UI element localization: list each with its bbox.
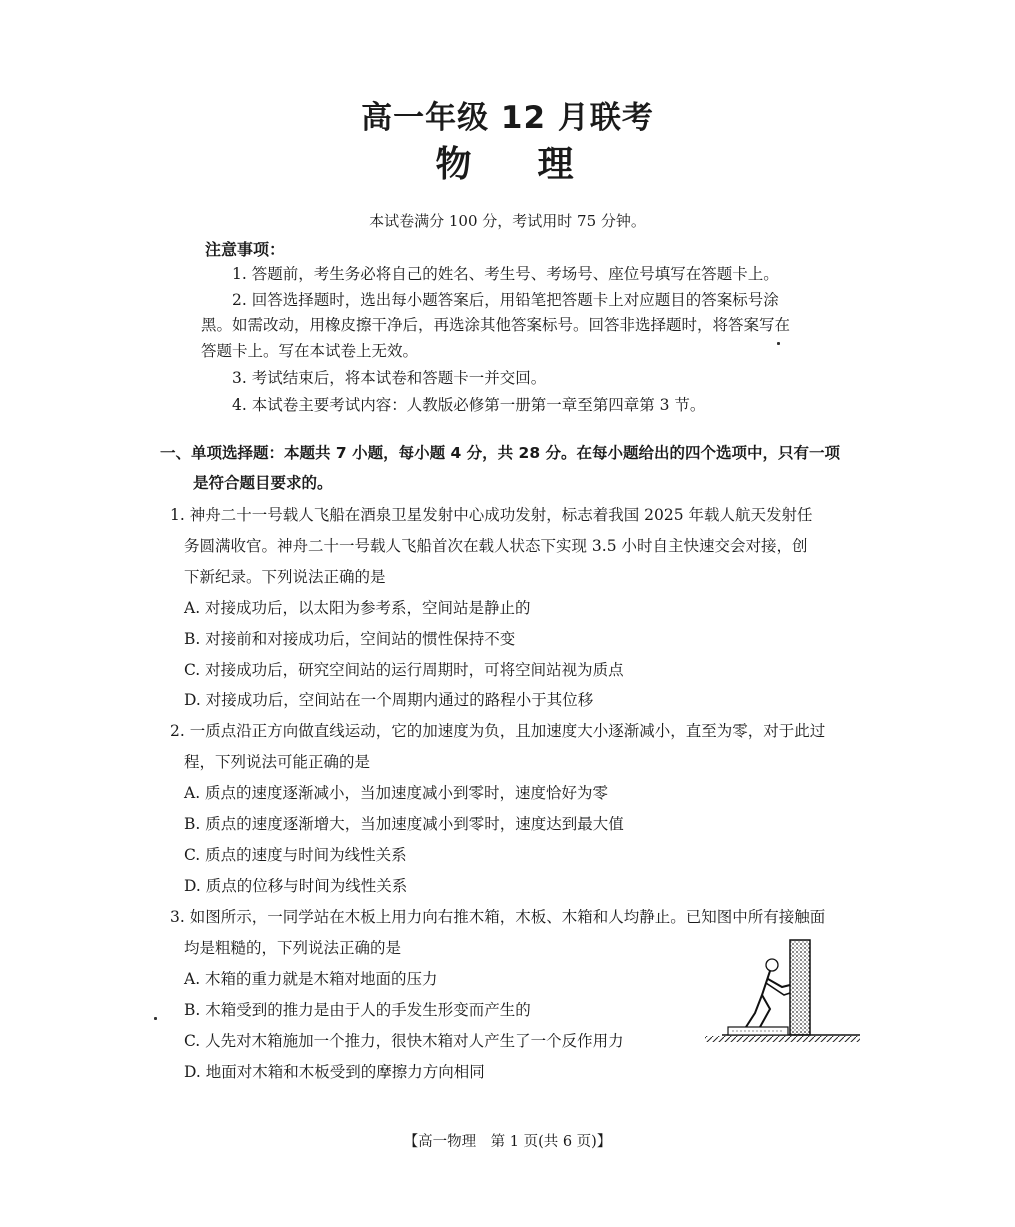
notice-heading: 注意事项： (205, 240, 286, 259)
question-1-stem: 务圆满收官。神舟二十一号载人飞船首次在载人状态下实现 3.5 小时自主快速交会对接，创 (184, 537, 808, 555)
notice-line: 2. 回答选择题时，选出每小题答案后，用铅笔把答题卡上对应题目的答案标号涂 (232, 291, 779, 309)
notice-line: 1. 答题前，考生务必将自己的姓名、考生号、考场号、座位号填写在答题卡上。 (232, 265, 779, 283)
question-2-stem: 2. 一质点沿正方向做直线运动，它的加速度为负，且加速度大小逐渐减小，直至为零，对于此过 (170, 722, 826, 740)
question-3-option-a: A. 木箱的重力就是木箱对地面的压力 (184, 970, 438, 988)
question-2-option-b: B. 质点的速度逐渐增大，当加速度减小到零时，速度达到最大值 (184, 815, 624, 833)
question-1-option-d: D. 对接成功后，空间站在一个周期内通过的路程小于其位移 (184, 691, 594, 709)
question-3-option-c: C. 人先对木箱施加一个推力，很快木箱对人产生了一个反作用力 (184, 1032, 624, 1050)
question-3-stem: 均是粗糙的，下列说法正确的是 (184, 939, 402, 957)
scan-speck (154, 1017, 157, 1020)
question-2-stem: 程，下列说法可能正确的是 (184, 753, 371, 771)
notice-line: 答题卡上。写在本试卷上无效。 (201, 342, 419, 360)
box-shape (790, 940, 810, 1035)
page-footer: 【高一物理 第 1 页(共 6 页)】 (403, 1134, 612, 1150)
notice-line: 3. 考试结束后，将本试卷和答题卡一并交回。 (232, 369, 547, 387)
exam-title: 高一年级 12 月联考 (361, 100, 654, 136)
section-heading: 一、单项选择题：本题共 7 小题，每小题 4 分，共 28 分。在每小题给出的四个选项中，只有一项 (160, 444, 841, 462)
exam-subject: 物理 (435, 144, 640, 185)
person-head (766, 959, 778, 971)
question-2-option-a: A. 质点的速度逐渐减小，当加速度减小到零时，速度恰好为零 (184, 784, 609, 802)
question-2-option-c: C. 质点的速度与时间为线性关系 (184, 846, 407, 864)
question-1-stem: 1. 神舟二十一号载人飞船在酒泉卫星发射中心成功发射，标志着我国 2025 年载人航天发射任 (170, 506, 813, 524)
exam-info: 本试卷满分 100 分，考试用时 75 分钟。 (369, 212, 646, 230)
question-1-stem: 下新纪录。下列说法正确的是 (184, 568, 386, 586)
question-3-stem: 3. 如图所示，一同学站在木板上用力向右推木箱，木板、木箱和人均静止。已知图中所有接触面 (170, 908, 826, 926)
ground-hatch (705, 1036, 860, 1042)
question-3-figure (700, 935, 860, 1055)
notice-line: 4. 本试卷主要考试内容：人教版必修第一册第一章至第四章第 3 节。 (232, 396, 706, 414)
scan-speck (777, 342, 780, 345)
question-1-option-b: B. 对接前和对接成功后，空间站的惯性保持不变 (184, 630, 516, 648)
question-1-option-c: C. 对接成功后，研究空间站的运行周期时，可将空间站视为质点 (184, 661, 624, 679)
question-2-option-d: D. 质点的位移与时间为线性关系 (184, 877, 408, 895)
notice-line: 黑。如需改动，用橡皮擦干净后，再选涂其他答案标号。回答非选择题时，将答案写在 (201, 316, 791, 334)
section-heading-cont: 是符合题目要求的。 (193, 474, 333, 492)
question-3-option-b: B. 木箱受到的推力是由于人的手发生形变而产生的 (184, 1001, 531, 1019)
question-3-option-d: D. 地面对木箱和木板受到的摩擦力方向相同 (184, 1063, 485, 1081)
question-1-option-a: A. 对接成功后，以太阳为参考系，空间站是静止的 (184, 599, 531, 617)
